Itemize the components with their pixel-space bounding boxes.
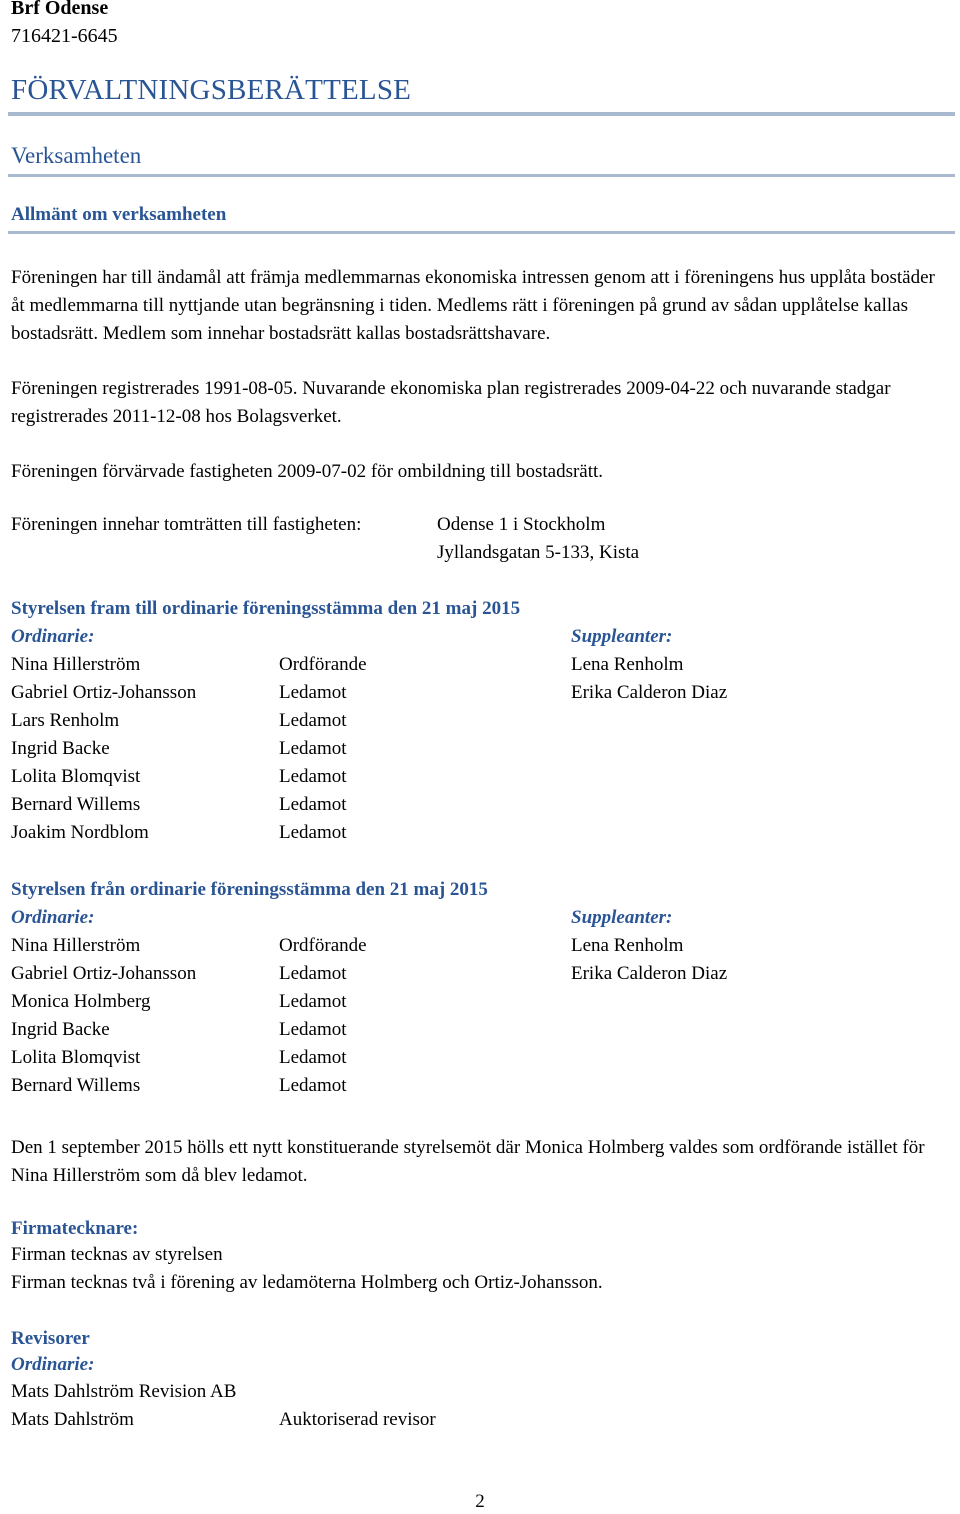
board-member-row [0, 766, 960, 794]
member-name: Lolita Blomqvist [11, 1047, 141, 1068]
property-label: Föreningen innehar tomträtten till fastigheten: [11, 514, 362, 535]
auditor-role: Auktoriserad revisor [279, 1409, 436, 1430]
organization-name: Brf Odense [11, 0, 109, 19]
signatories-line-1: Firman tecknas av styrelsen [11, 1244, 223, 1265]
board-member-row [0, 1075, 960, 1103]
member-name: Lars Renholm [11, 710, 120, 731]
board-member-row [0, 1047, 960, 1075]
organization-number: 716421-6645 [11, 25, 118, 47]
member-name: Joakim Nordblom [11, 822, 149, 843]
title-rule [8, 112, 955, 116]
deputy-name: Lena Renholm [571, 654, 684, 675]
board-member-row [0, 935, 960, 963]
section-rule [8, 174, 955, 177]
member-role: Ledamot [279, 963, 347, 984]
auditors-heading: Revisorer [11, 1328, 90, 1349]
member-role: Ledamot [279, 766, 347, 787]
board-before-heading: Styrelsen fram till ordinarie föreningsstämma den 21 maj 2015 [11, 598, 521, 619]
subsection-rule [8, 231, 955, 234]
member-role: Ledamot [279, 991, 347, 1012]
board-member-row [0, 991, 960, 1019]
board-member-row [0, 654, 960, 682]
board-member-row [0, 822, 960, 850]
member-role: Ledamot [279, 794, 347, 815]
property-designation: Odense 1 i Stockholm [437, 514, 606, 535]
member-name: Bernard Willems [11, 794, 141, 815]
auditor-name: Mats Dahlström [11, 1409, 134, 1430]
member-name: Gabriel Ortiz-Johansson [11, 682, 197, 703]
signatories-line-2: Firman tecknas två i förening av ledamöterna Holmberg och Ortiz-Johansson. [11, 1272, 603, 1293]
member-name: Ingrid Backe [11, 1019, 110, 1040]
board-member-row [0, 710, 960, 738]
deputy-name: Erika Calderon Diaz [571, 963, 728, 984]
member-name: Ingrid Backe [11, 738, 110, 759]
signatories-heading: Firmatecknare: [11, 1218, 139, 1239]
board-member-row [0, 1019, 960, 1047]
member-role: Ordförande [279, 654, 367, 675]
purpose-paragraph: Föreningen har till ändamål att främja medlemmarnas ekonomiska intressen genom att i föreningens hus upplåta bostäder åt medlemmarna till nyttjande utan begränsning i tiden. Medlems rätt i föreningen på grund av sådan upplåtelse kallas bostadsrätt. Medlem som innehar bostadsrätt kallas bostadsrättshavare. [11, 267, 935, 344]
member-name: Nina Hillerström [11, 654, 141, 675]
board-member-row [0, 794, 960, 822]
deputy-name: Lena Renholm [571, 935, 684, 956]
member-role: Ledamot [279, 1047, 347, 1068]
section-heading: Verksamheten [11, 143, 142, 168]
property-address: Jyllandsgatan 5-133, Kista [437, 542, 640, 563]
constitution-note: Den 1 september 2015 hölls ett nytt konstituerande styrelsemöt där Monica Holmberg valdes som ordförande istället för Nina Hillerström som då blev ledamot. [11, 1137, 925, 1186]
member-role: Ledamot [279, 1075, 347, 1096]
member-role: Ordförande [279, 935, 367, 956]
subsection-heading: Allmänt om verksamheten [11, 204, 227, 225]
auditors-ordinary-label: Ordinarie: [11, 1354, 95, 1375]
member-role: Ledamot [279, 1019, 347, 1040]
board-after-ordinary-label: Ordinarie: [11, 907, 95, 928]
page-number: 2 [475, 1491, 485, 1512]
board-before-deputies-label: Suppleanter: [571, 626, 673, 647]
registration-paragraph: Föreningen registrerades 1991-08-05. Nuvarande ekonomiska plan registrerades 2009-04-22 och nuvarande stadgar registrerades 2011-12-08 hos Bolagsverket. [11, 378, 891, 427]
board-after-deputies-label: Suppleanter: [571, 907, 673, 928]
member-role: Ledamot [279, 822, 347, 843]
member-name: Lolita Blomqvist [11, 766, 141, 787]
page-title: FÖRVALTNINGSBERÄTTELSE [11, 74, 412, 106]
auditor-firm: Mats Dahlström Revision AB [11, 1381, 237, 1402]
board-after-heading: Styrelsen från ordinarie föreningsstämma den 21 maj 2015 [11, 879, 488, 900]
member-name: Monica Holmberg [11, 991, 151, 1012]
board-before-ordinary-label: Ordinarie: [11, 626, 95, 647]
deputy-name: Erika Calderon Diaz [571, 682, 728, 703]
board-member-row [0, 738, 960, 766]
member-role: Ledamot [279, 738, 347, 759]
member-role: Ledamot [279, 710, 347, 731]
member-name: Gabriel Ortiz-Johansson [11, 963, 197, 984]
board-member-row [0, 682, 960, 710]
member-name: Nina Hillerström [11, 935, 141, 956]
member-name: Bernard Willems [11, 1075, 141, 1096]
acquisition-paragraph: Föreningen förvärvade fastigheten 2009-07-02 för ombildning till bostadsrätt. [11, 461, 604, 482]
board-member-row [0, 963, 960, 991]
member-role: Ledamot [279, 682, 347, 703]
